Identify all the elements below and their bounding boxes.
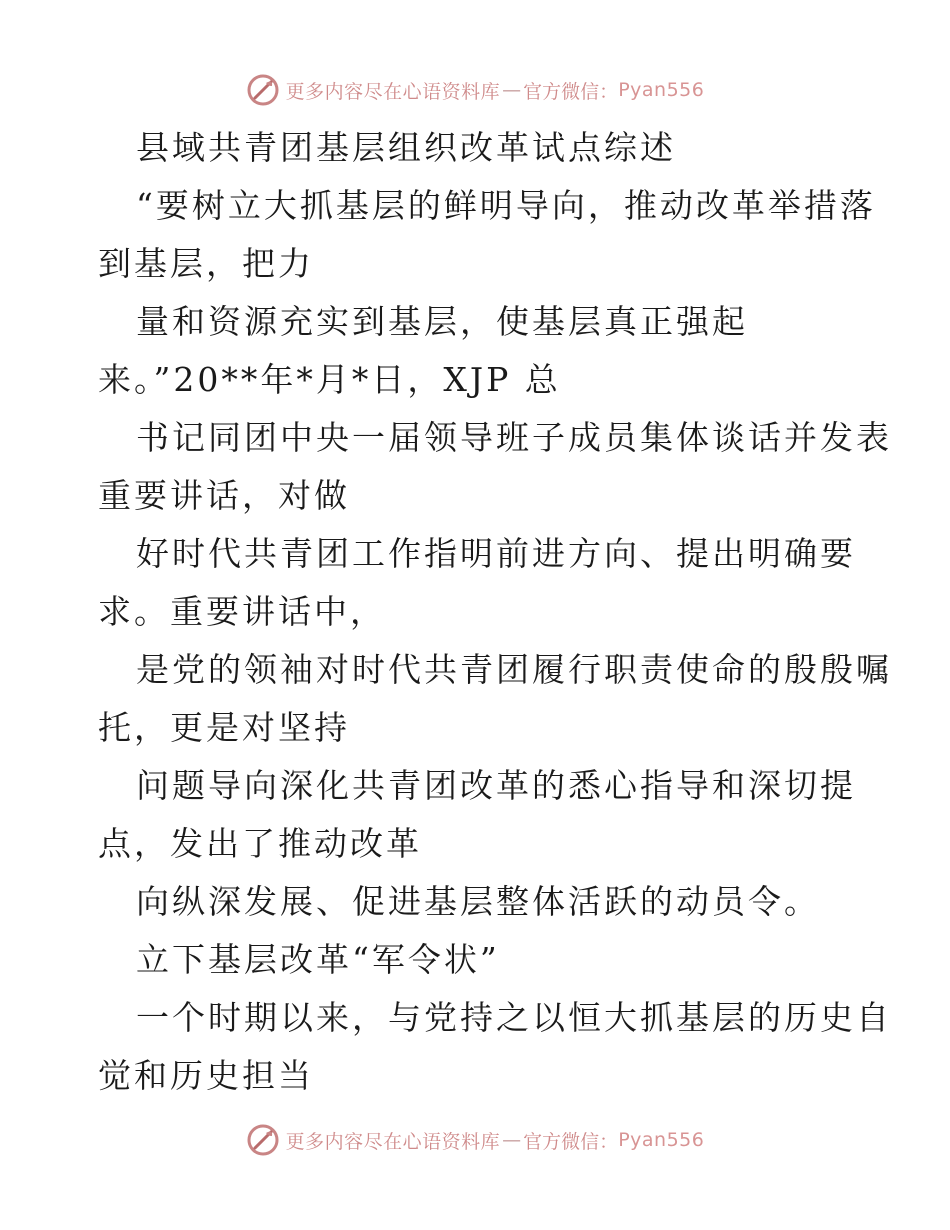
- text-line: 觉和历史担当: [98, 1056, 314, 1095]
- text-line: 一个时期以来，与党持之以恒大抓基层的历史自: [136, 998, 892, 1037]
- watermark-wechat-id: Pyan556: [618, 79, 705, 101]
- text-line: 书记同团中央一届领导班子成员集体谈话并发表: [136, 418, 892, 457]
- text-line: 到基层，把力: [98, 244, 314, 283]
- text-line: 是党的领袖对时代共青团履行职责使命的殷殷嘱: [136, 650, 892, 689]
- text-line: 好时代共青团工作指明前进方向、提出明确要: [136, 534, 856, 573]
- text-line: 立下基层改革“军令状”: [136, 940, 500, 979]
- text-line: 求。重要讲话中，: [98, 592, 386, 631]
- watermark-wechat-label: 官方微信：: [523, 80, 619, 103]
- quill-logo-icon: [246, 1123, 280, 1157]
- watermark-banner-top: [0, 70, 950, 110]
- text-line: 重要讲话，对做: [98, 476, 350, 515]
- text-line: 量和资源充实到基层，使基层真正强起: [136, 302, 748, 341]
- text-line: “要树立大抓基层的鲜明导向，推动改革举措落: [136, 186, 876, 225]
- document-body: [98, 124, 892, 1110]
- quill-logo-icon: [246, 73, 280, 107]
- watermark-dash: —: [502, 1129, 522, 1151]
- text-line: 点，发出了推动改革: [98, 824, 422, 863]
- watermark-banner-bottom: [0, 1120, 950, 1160]
- text-line: 县域共青团基层组织改革试点综述: [136, 128, 676, 167]
- watermark-site-text: 更多内容尽在心语资料库: [285, 80, 501, 103]
- text-line: 来。”20**年*月*日，XJP 总: [98, 360, 561, 399]
- watermark-wechat-label: 官方微信：: [523, 1130, 619, 1153]
- watermark-site-text: 更多内容尽在心语资料库: [285, 1130, 501, 1153]
- watermark-wechat-id: Pyan556: [618, 1129, 705, 1151]
- watermark-dash: —: [502, 79, 522, 101]
- text-line: 托，更是对坚持: [98, 708, 350, 747]
- text-line: 向纵深发展、促进基层整体活跃的动员令。: [136, 882, 820, 921]
- text-line: 问题导向深化共青团改革的悉心指导和深切提: [136, 766, 856, 805]
